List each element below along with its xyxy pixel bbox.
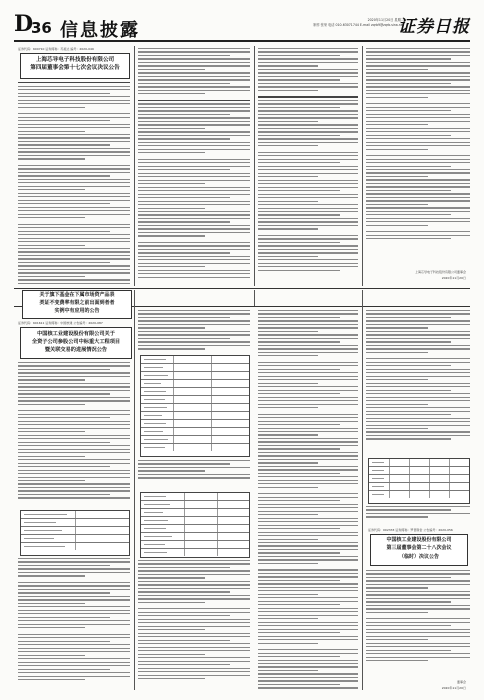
body-text-column	[258, 310, 358, 690]
notice-title-line: 中国核工业建设股份有限公司	[386, 537, 452, 543]
column-divider	[134, 46, 135, 286]
page-letter: D	[14, 11, 34, 37]
body-text-column	[258, 48, 358, 286]
column-divider	[134, 290, 135, 690]
signature-date: 2020年11月20日	[441, 276, 466, 280]
notice-title-line: 关于旗下基金在下属市场资产品表	[39, 292, 115, 298]
masthead	[14, 11, 470, 42]
page-number: 36	[31, 19, 52, 37]
notice-code: 证券代码：600710 证券简称：苏美达 编号：2020-049	[18, 47, 94, 51]
data-table	[368, 458, 470, 504]
notice-code: 证券代码：002333 证券简称：罗普斯金 公告编号：2020-056	[368, 528, 453, 532]
body-text-column	[138, 48, 250, 286]
data-table	[20, 510, 130, 556]
notice-title-line: 中国核工业建设股份有限公司关于	[37, 331, 115, 337]
column-divider	[254, 290, 255, 306]
body-text-column	[18, 362, 130, 507]
body-text-column	[366, 48, 470, 286]
notice-code: 证券代码：601611 证券简称：中国核建 公告编号：2020-087	[18, 321, 103, 325]
column-divider	[362, 290, 363, 690]
notice-title-box	[20, 327, 132, 359]
body-text-column	[18, 82, 130, 286]
signature-board: 董事会	[456, 680, 466, 684]
newspaper-logo: 证券日报	[398, 17, 470, 37]
body-text-column	[18, 558, 130, 690]
body-text-column	[366, 506, 470, 526]
notice-title-line: 上海芯导电子科技股份有限公司	[35, 57, 115, 63]
signature-date: 2020年11月20日	[441, 686, 466, 690]
notice-title-line: （临时）决议公告	[398, 553, 439, 560]
body-text-column	[366, 310, 470, 450]
column-divider	[362, 46, 363, 286]
data-table	[140, 492, 250, 558]
notice-title-line: 暨关联交易的进展情况公告	[44, 347, 108, 353]
notice-title-line: 类证不变费率有限之前出面到者者	[39, 299, 115, 306]
body-text-column	[138, 310, 250, 354]
notice-title-box	[20, 53, 130, 79]
section-title: 信息披露	[60, 20, 140, 41]
notice-title-line: 第三届董事会第二十八次会议	[386, 545, 452, 552]
masthead-contact: 制作 张荣 电话 010-63071744 E-mail zqrb9@zqrb.sina.net	[313, 23, 404, 27]
notice-title-line: 第四届董事会第十七次会议决议公告	[30, 64, 120, 71]
masthead-meta	[234, 18, 404, 28]
notice-title-line: 全资子公司参股公司中标重大工程项目	[31, 339, 121, 345]
data-table	[140, 355, 250, 457]
signature-company: 上海芯导电子科技股份有限公司董事会	[414, 270, 466, 274]
column-divider	[254, 46, 255, 286]
masthead-date: 2020年11月20日 星期二	[367, 18, 404, 22]
body-text-column	[138, 560, 250, 690]
section-divider-1	[14, 288, 470, 289]
body-text-column	[138, 460, 250, 490]
notice-title-line: 实例中有应用的公告	[54, 307, 100, 314]
body-text-column	[366, 570, 470, 675]
notice-title-box	[22, 290, 132, 319]
notice-title-box	[370, 534, 468, 566]
